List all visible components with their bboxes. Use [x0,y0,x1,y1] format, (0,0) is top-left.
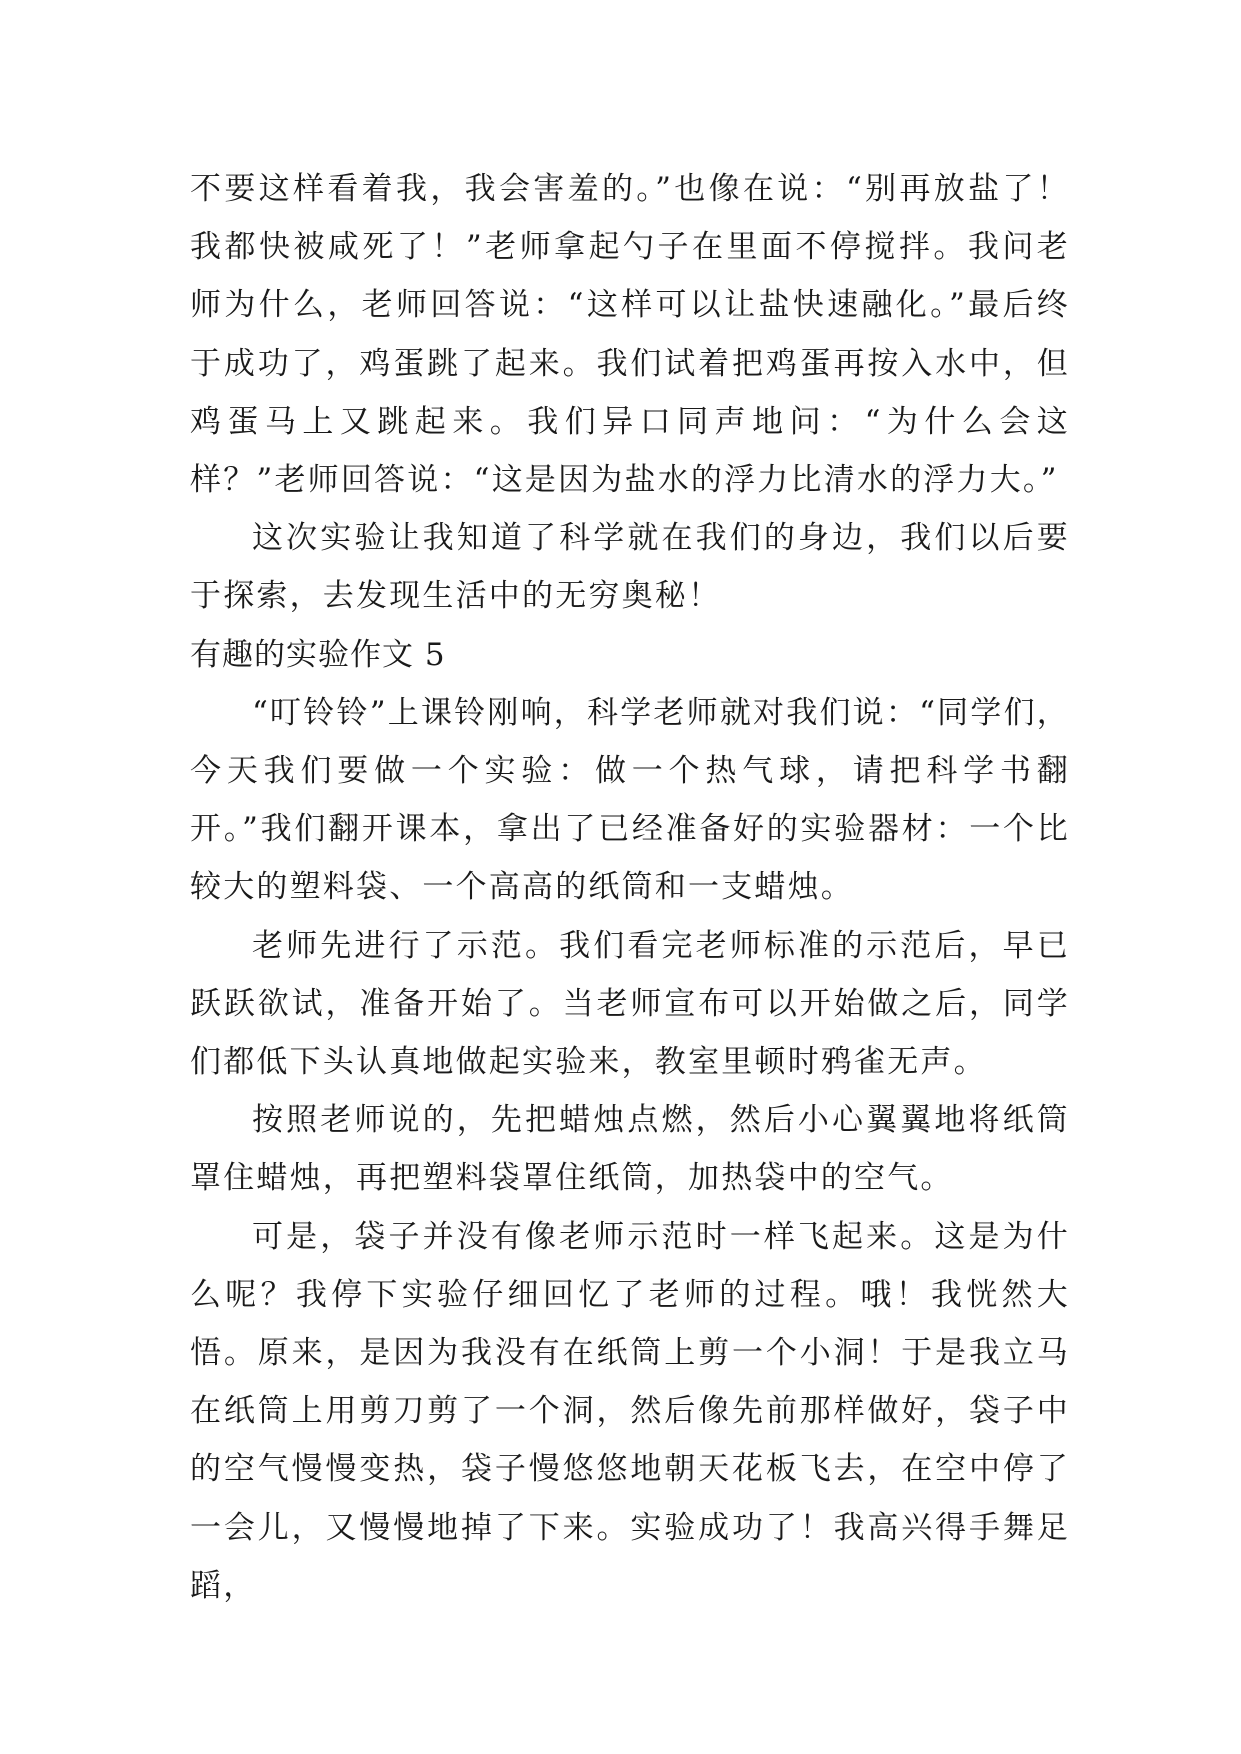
paragraph-success: 可是，袋子并没有像老师示范时一样飞起来。这是为什么呢？我停下实验仔细回忆了老师的过程。哦！我恍然大悟。原来，是因为我没有在纸筒上剪一个小洞！于是我立马在纸筒上用剪刀剪了一个洞，然后像先前那样做好，袋子中的空气慢慢变热，袋子慢悠悠地朝天花板飞去，在空中停了一会儿，又慢慢地掉了下来。实验成功了！我高兴得手舞足蹈， [190,1218,1070,1604]
document-body [190,160,1070,1615]
paragraph-conclusion: 这次实验让我知道了科学就在我们的身边，我们以后要于探索，去发现生活中的无穷奥秘！ [190,520,1070,615]
paragraph-continuation: 不要这样看着我，我会害羞的。”也像在说：“别再放盐了！我都快被咸死了！”老师拿起勺子在里面不停搅拌。我问老师为什么，老师回答说：“这样可以让盐快速融化。”最后终于成功了，鸡蛋跳了起来。我们试着把鸡蛋再按入水中，但鸡蛋马上又跳起来。我们异口同声地问：“为什么会这样？”老师回答说：“这是因为盐水的浮力比清水的浮力大。” [190,171,1070,499]
paragraph-procedure: 按照老师说的，先把蜡烛点燃，然后小心翼翼地将纸筒罩住蜡烛，再把塑料袋罩住纸筒，加热袋中的空气。 [190,1102,1070,1197]
essay-heading: 有趣的实验作文 5 [190,636,446,673]
paragraph-intro: “叮铃铃”上课铃刚响，科学老师就对我们说：“同学们，今天我们要做一个实验：做一个热气球，请把科学书翻开。”我们翻开课本，拿出了已经准备好的实验器材：一个比较大的塑料袋、一个高高的纸筒和一支蜡烛。 [190,694,1070,906]
paragraph-demonstration: 老师先进行了示范。我们看完老师标准的示范后，早已跃跃欲试，准备开始了。当老师宣布可以开始做之后，同学们都低下头认真地做起实验来，教室里顿时鸦雀无声。 [190,927,1070,1081]
